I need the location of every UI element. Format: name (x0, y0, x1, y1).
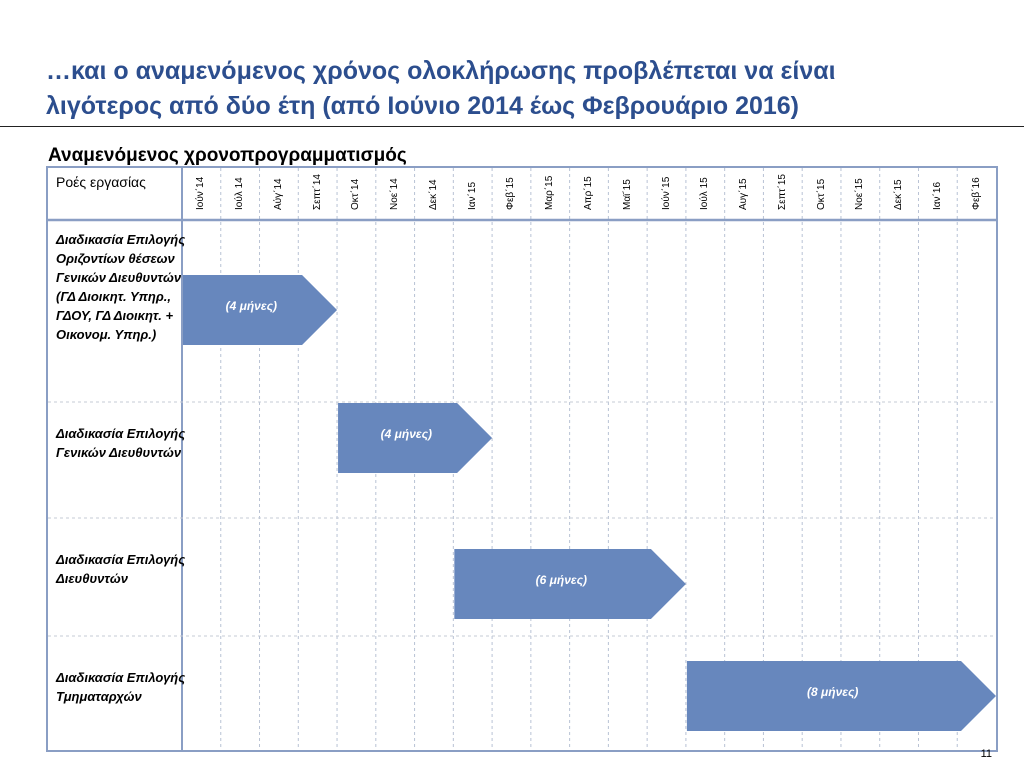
bar-duration-label: (4 μήνες) (225, 299, 277, 313)
bar-duration-label: (4 μήνες) (380, 427, 432, 441)
slide-title (46, 54, 1006, 124)
workflow-duration-bar (687, 661, 996, 731)
month-header-label: Αύγ΄14 (272, 178, 284, 210)
workflow-duration-bar (338, 403, 492, 473)
workflow-label: Διαδικασία Επιλογής Οριζοντίων θέσεων Γενικών Διευθυντών (ΓΔ Διοικητ. Υπηρ., ΓΔΟΥ, ΓΔ Διοικητ. + Οικονομ. Υπηρ.) (56, 232, 186, 342)
bar-duration-label: (8 μήνες) (807, 685, 859, 699)
gantt-table (46, 166, 998, 752)
month-header-label: Οκτ΄15 (815, 178, 827, 210)
month-header-label: Απρ΄15 (583, 176, 594, 210)
month-header-label: Φεβ΄16 (970, 177, 982, 210)
workflow-label: Διαδικασία Επιλογής Τμηματαρχών (56, 670, 186, 704)
month-header-label: Μαϊ΄15 (621, 179, 633, 210)
month-header-label: Ιούλ 14 (234, 177, 246, 210)
gantt-grid (48, 168, 996, 750)
title-line-2: λιγότερος από δύο έτη (από Ιούνιο 2014 έως Φεβρουάριο 2016) (46, 92, 800, 120)
workflow-duration-bar (454, 549, 686, 619)
title-divider (0, 126, 1024, 127)
workflow-duration-bar (183, 275, 337, 345)
bar-duration-label: (6 μήνες) (535, 573, 588, 587)
month-header-label: Ιούν΄15 (660, 176, 672, 210)
workflow-column-header: Ροές εργασίας (56, 174, 146, 190)
month-header-label: Ιούλ 15 (699, 177, 711, 210)
month-header-label: Φεβ΄15 (505, 177, 517, 210)
month-header-label: Οκτ΄14 (350, 178, 362, 210)
page-number: 11 (980, 748, 992, 760)
month-header-label: Σεπτ΄14 (311, 174, 323, 210)
month-header-label: Δεκ΄15 (893, 179, 905, 210)
schedule-subtitle: Αναμενόμενος χρονοπρογραμματισμός (48, 145, 407, 166)
month-header-label: Ιαν΄15 (466, 181, 478, 210)
month-header-label: Μαρ΄15 (544, 175, 556, 210)
month-header-label: Νοε΄15 (854, 178, 866, 210)
month-header-label: Δεκ΄14 (427, 179, 439, 210)
workflow-label: Διαδικασία Επιλογής Γενικών Διευθυντών (56, 426, 186, 460)
month-header-label: Ιούν΄14 (195, 176, 207, 210)
month-header-label: Σεπτ΄15 (776, 174, 788, 210)
workflow-label: Διαδικασία Επιλογής Διευθυντών (56, 552, 186, 586)
month-header-label: Ιαν΄16 (931, 181, 943, 210)
title-line-1: …και ο αναμενόμενος χρόνος ολοκλήρωσης προβλέπεται να είναι (46, 57, 836, 85)
month-header-label: Αυγ΄15 (738, 178, 750, 210)
month-header-label: Νοε΄14 (389, 178, 401, 210)
